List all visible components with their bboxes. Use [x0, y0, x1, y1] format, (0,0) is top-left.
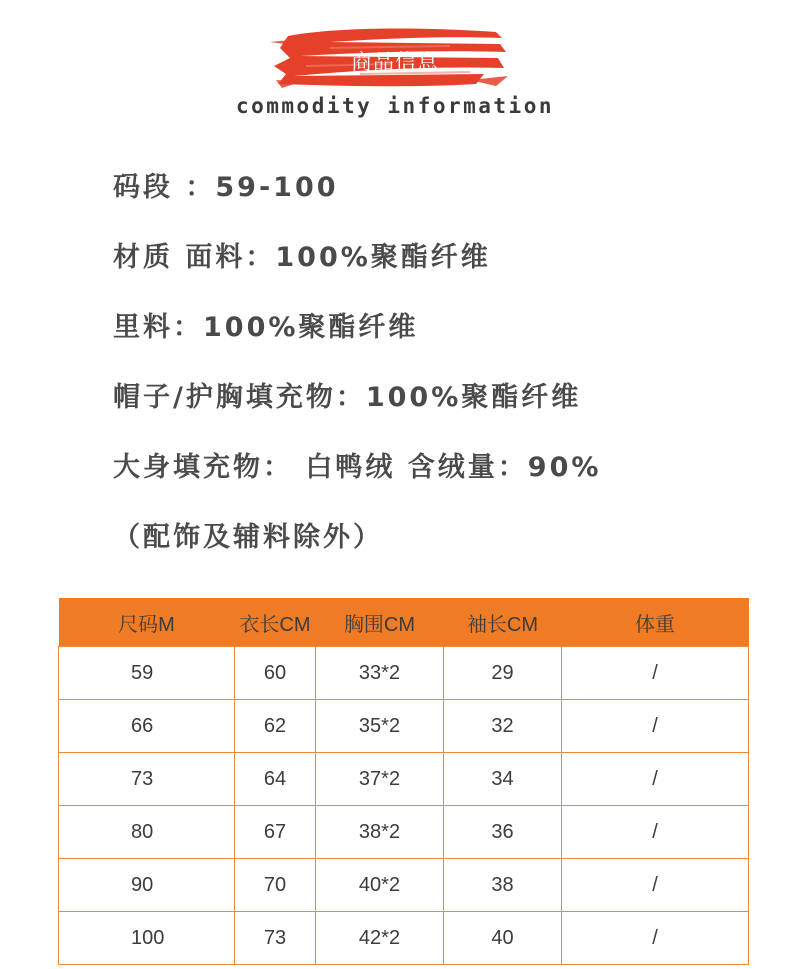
- product-info-list: [113, 168, 601, 588]
- cell-chest: 37*2: [316, 753, 444, 806]
- cell-length: 60: [235, 647, 316, 700]
- table-row: [59, 647, 749, 700]
- info-material-lining: 里料：100%聚酯纤维: [113, 312, 419, 343]
- cell-chest: 33*2: [316, 647, 444, 700]
- table-row: [59, 700, 749, 753]
- info-hood-filling: 帽子/护胸填充物：100%聚酯纤维: [113, 382, 582, 413]
- cell-sleeve: 38: [444, 859, 562, 912]
- cell-weight: /: [562, 753, 749, 806]
- cell-size: 100: [59, 912, 235, 965]
- section-subtitle: commodity information: [235, 94, 554, 118]
- cell-weight: /: [562, 912, 749, 965]
- size-chart-table: [58, 598, 749, 965]
- column-header-chest: 胸围CM: [316, 598, 444, 647]
- cell-length: 70: [235, 859, 316, 912]
- section-header: [0, 0, 790, 140]
- table-row: [59, 806, 749, 859]
- column-header-size: 尺码M: [59, 598, 235, 647]
- table-row: [59, 753, 749, 806]
- table-row: [59, 912, 749, 965]
- cell-sleeve: 32: [444, 700, 562, 753]
- cell-weight: /: [562, 859, 749, 912]
- info-size-range: 码段 ：59-100: [113, 172, 339, 203]
- info-note: （配饰及辅料除外）: [113, 522, 383, 553]
- cell-weight: /: [562, 806, 749, 859]
- cell-sleeve: 40: [444, 912, 562, 965]
- info-body-filling: 大身填充物： 白鸭绒 含绒量：90%: [113, 452, 602, 483]
- column-header-sleeve: 袖长CM: [444, 598, 562, 647]
- cell-sleeve: 34: [444, 753, 562, 806]
- cell-chest: 35*2: [316, 700, 444, 753]
- cell-weight: /: [562, 700, 749, 753]
- cell-length: 62: [235, 700, 316, 753]
- cell-length: 73: [235, 912, 316, 965]
- cell-length: 64: [235, 753, 316, 806]
- cell-size: 59: [59, 647, 235, 700]
- info-material-shell: 材质 面料：100%聚酯纤维: [113, 242, 491, 273]
- cell-size: 90: [59, 859, 235, 912]
- column-header-length: 衣长CM: [235, 598, 316, 647]
- cell-chest: 42*2: [316, 912, 444, 965]
- cell-chest: 38*2: [316, 806, 444, 859]
- cell-sleeve: 29: [444, 647, 562, 700]
- table-row: [59, 859, 749, 912]
- cell-size: 80: [59, 806, 235, 859]
- cell-weight: /: [562, 647, 749, 700]
- column-header-weight: 体重: [562, 598, 749, 647]
- cell-size: 73: [59, 753, 235, 806]
- cell-length: 67: [235, 806, 316, 859]
- cell-chest: 40*2: [316, 859, 444, 912]
- section-title: 商品信息: [351, 50, 439, 74]
- cell-size: 66: [59, 700, 235, 753]
- size-chart-header-row: [59, 598, 749, 647]
- cell-sleeve: 36: [444, 806, 562, 859]
